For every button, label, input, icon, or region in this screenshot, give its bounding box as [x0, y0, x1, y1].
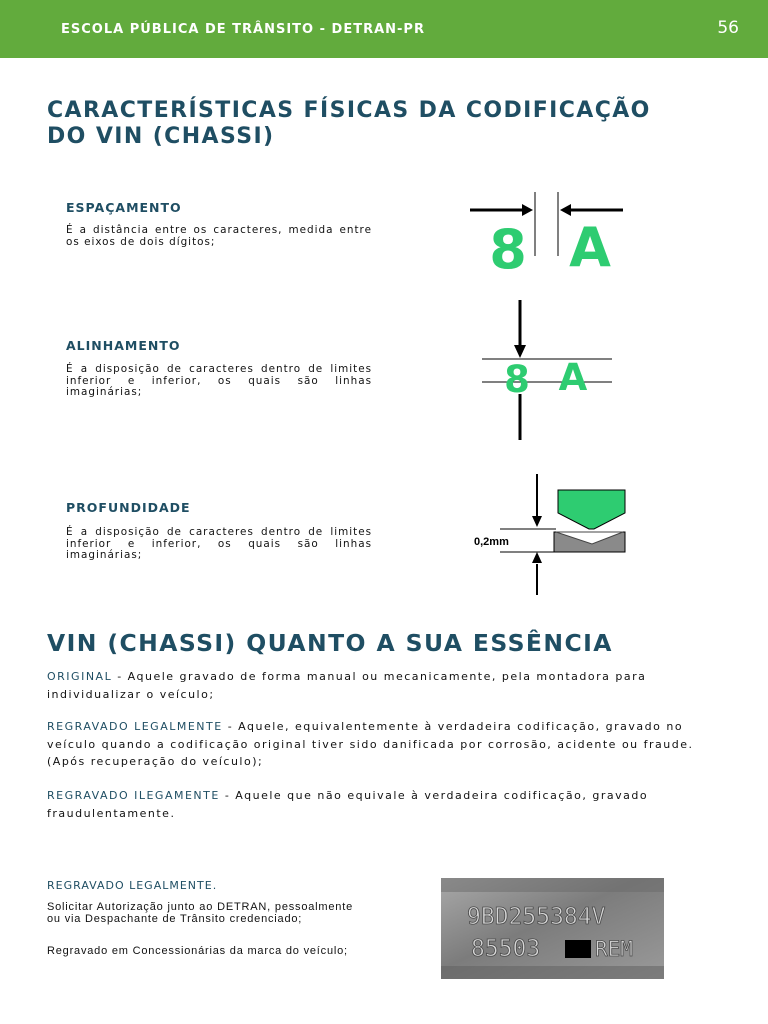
spacing-char-8: 8 [489, 218, 527, 275]
bottom-text-1: Solicitar Autorização junto ao DETRAN, pessoalmente ou via Despachante de Trânsito credenciado; [47, 901, 353, 925]
alignment-heading: ALINHAMENTO [66, 338, 181, 353]
alignment-char-8: 8 [504, 358, 530, 401]
term-original: ORIGINAL [47, 670, 113, 683]
term-illegal: REGRAVADO ILEGAMENTE [47, 789, 220, 802]
alignment-figure [478, 298, 618, 443]
page-title: CARACTERÍSTICAS FÍSICAS DA CODIFICAÇÃO DO VIN (CHASSI) [47, 98, 651, 149]
essence-heading: VIN (CHASSI) QUANTO A SUA ESSÊNCIA [47, 629, 613, 657]
redacted-block [565, 940, 591, 958]
engraved-vin-photo [441, 878, 664, 979]
illegal-paragraph [47, 787, 697, 822]
illegal-text: - Aquele que não equivale à verdadeira codificação, gravado fraudulentamente. [47, 789, 649, 820]
photo-vin-line-1: 9BD255384V [467, 904, 606, 930]
alignment-description: É a disposição de caracteres dentro de limites inferior e inferior, os quais são linhas imaginárias; [66, 363, 372, 398]
spacing-description: É a distância entre os caracteres, medida entre os eixos de dois dígitos; [66, 224, 372, 248]
alignment-char-a: A [558, 356, 588, 399]
depth-heading: PROFUNDIDADE [66, 500, 191, 515]
bottom-text-2: Regravado em Concessionárias da marca do veículo; [47, 945, 348, 957]
depth-figure [470, 472, 640, 597]
term-legal: REGRAVADO LEGALMENTE [47, 720, 223, 733]
page-header [0, 0, 768, 58]
spacing-figure [468, 190, 628, 275]
legal-paragraph [47, 718, 697, 771]
depth-description: É a disposição de caracteres dentro de limites inferior e inferior, os quais são linhas imaginárias; [66, 526, 372, 561]
original-text: - Aquele gravado de forma manual ou mecanicamente, pela montadora para individualizar o veículo; [47, 670, 647, 701]
page-number: 56 [717, 18, 739, 38]
spacing-heading: ESPAÇAMENTO [66, 200, 182, 215]
original-paragraph [47, 668, 697, 703]
spacing-char-a: A [569, 216, 611, 275]
photo-vin-line-2a: 85503 [471, 936, 541, 962]
bottom-label: REGRAVADO LEGALMENTE. [47, 879, 218, 892]
header-title: ESCOLA PÚBLICA DE TRÂNSITO - DETRAN-PR [61, 22, 425, 37]
photo-vin-line-2b: REM [595, 937, 633, 961]
legal-text: - Aquele, equivalentemente à verdadeira codificação, gravado no veículo quando a codificação original tiver sido danificada por corrosão, acidente ou fraude. (Após recuperação do veículo); [47, 720, 694, 768]
depth-label: 0,2mm [474, 536, 509, 548]
